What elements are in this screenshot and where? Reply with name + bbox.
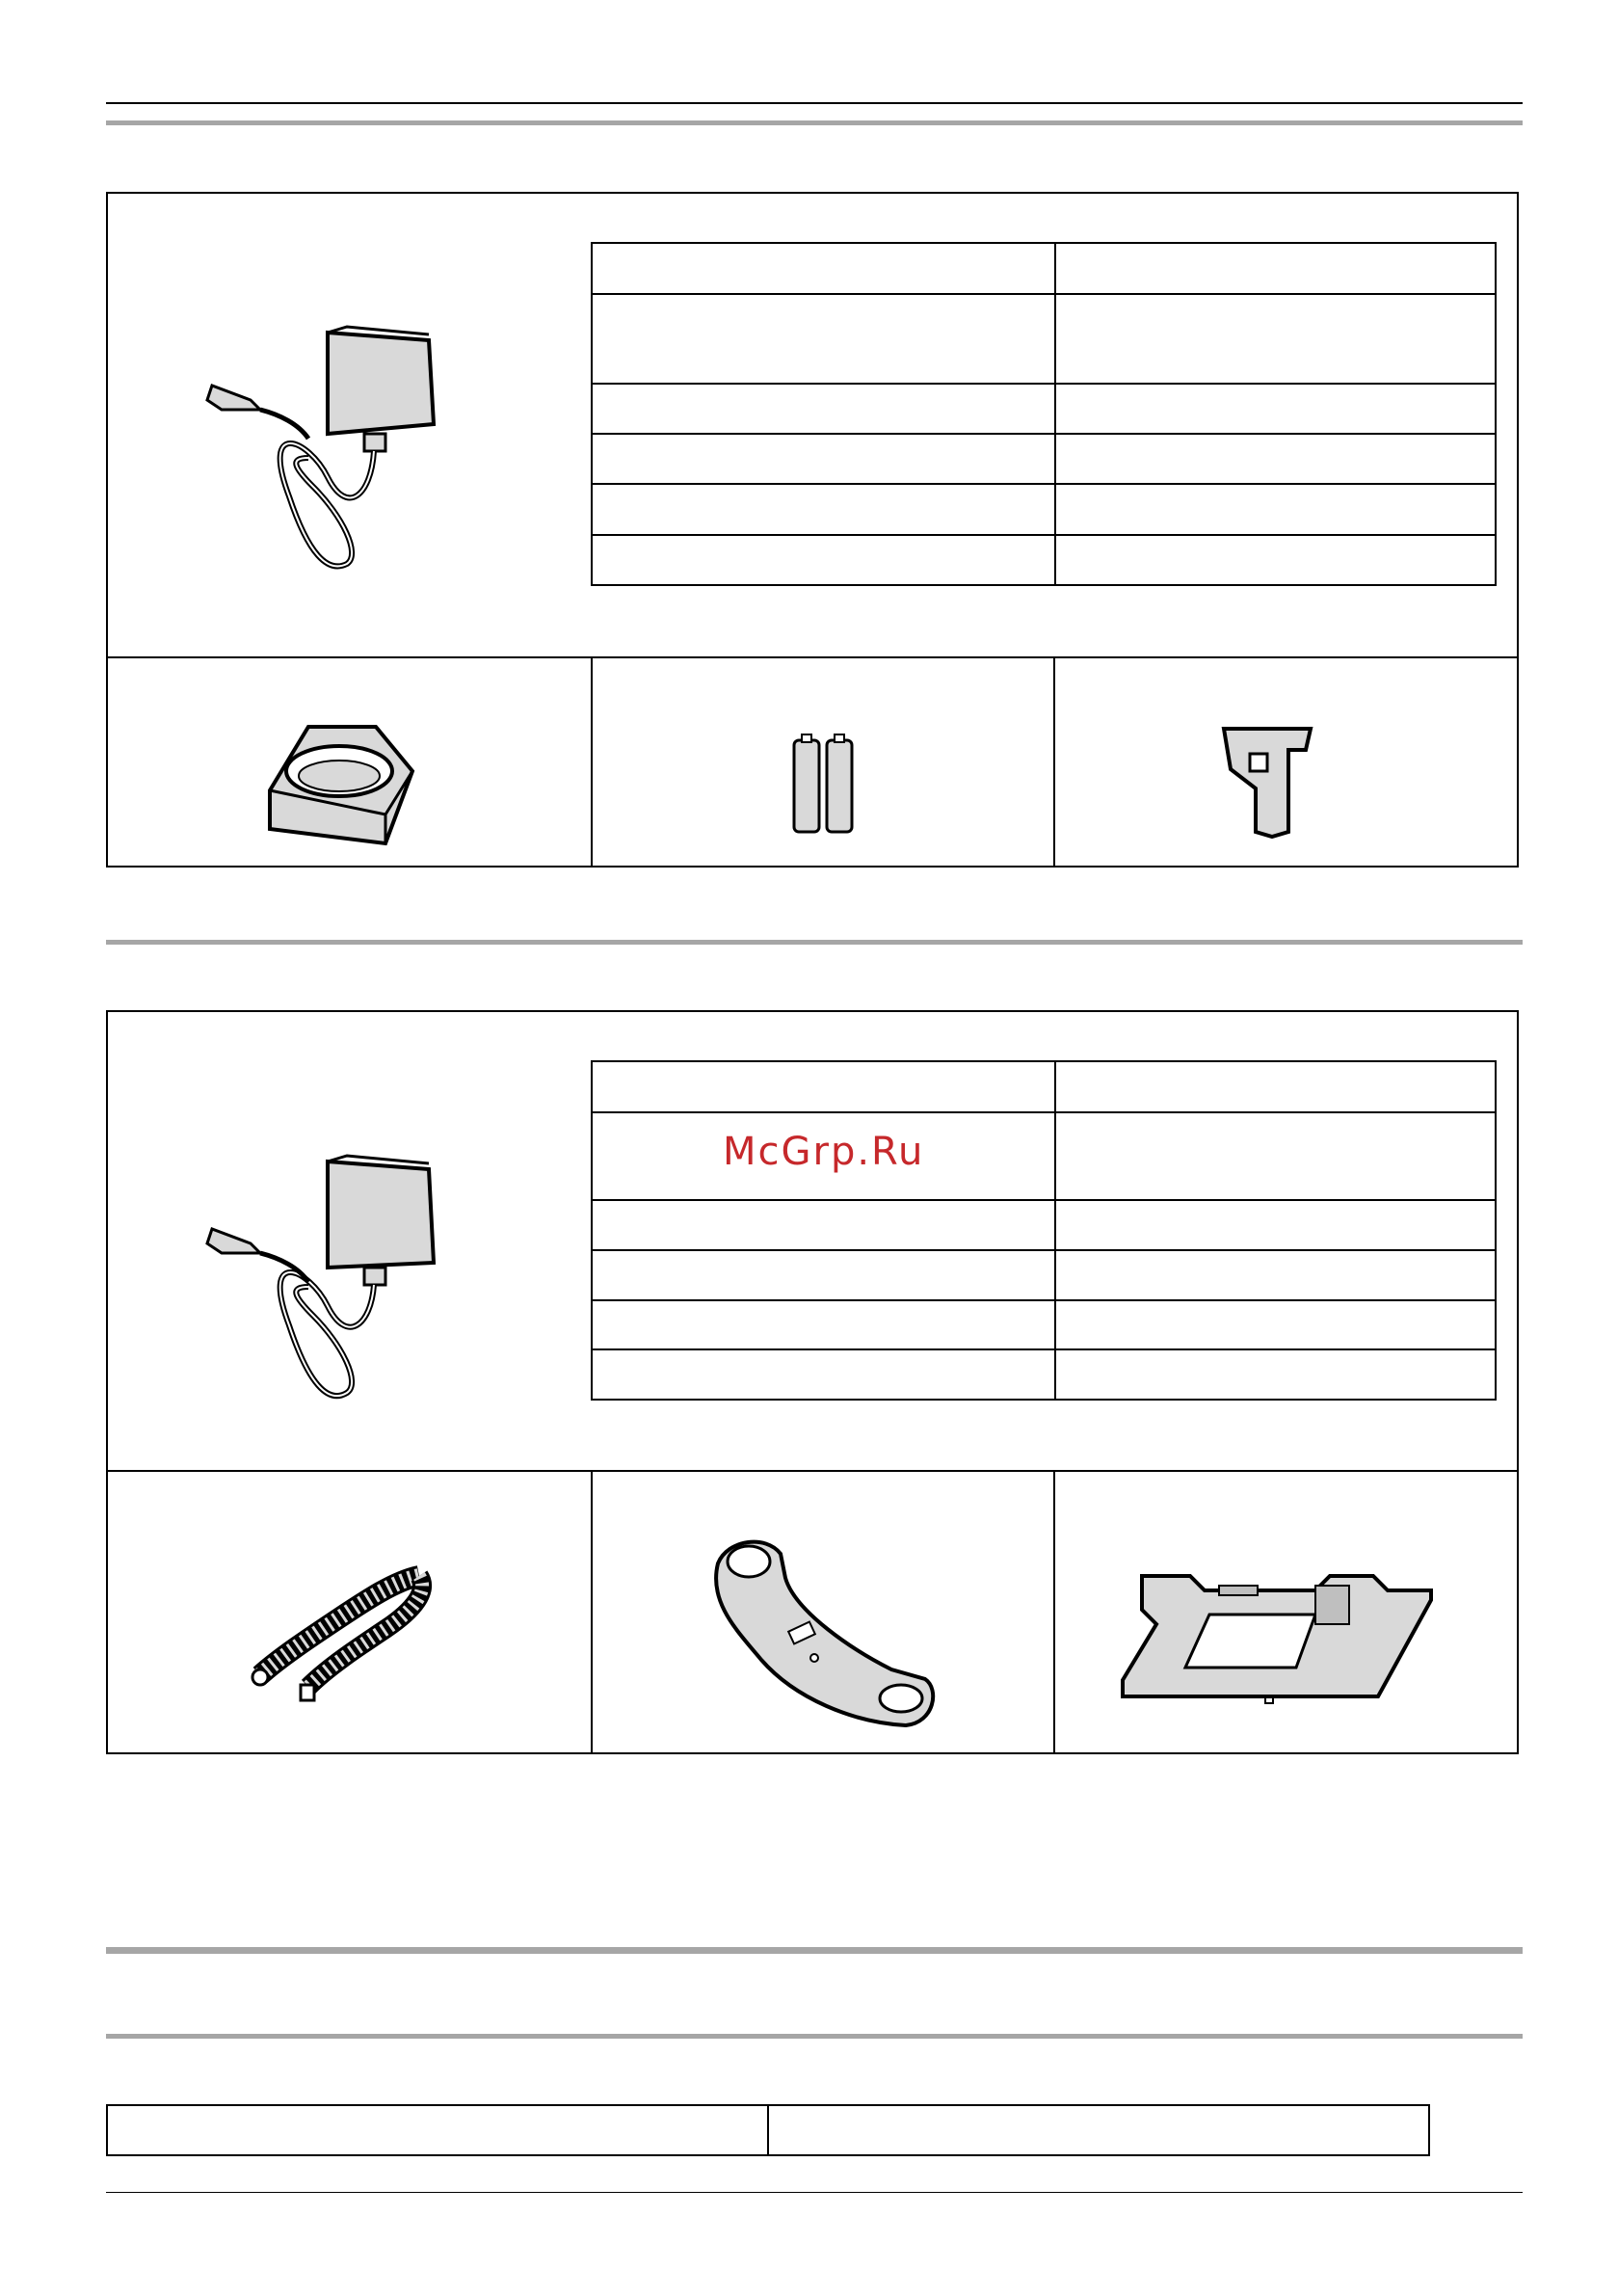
section-rule-3 <box>106 1947 1523 1954</box>
coiled-cord-icon <box>251 1562 429 1706</box>
spec-table-grid <box>591 242 1497 586</box>
ac-adaptor-icon <box>202 1152 443 1412</box>
bottom-table <box>106 2104 1430 2156</box>
footer-rule <box>106 2192 1523 2193</box>
spec-table-2 <box>591 1060 1497 1401</box>
charger-base-icon <box>260 723 414 848</box>
ac-adaptor-icon <box>202 333 443 583</box>
box1-divider <box>106 656 1519 658</box>
spec-table-grid <box>591 1060 1497 1401</box>
box2-col-divider-1 <box>591 1470 593 1754</box>
section-rule-4 <box>106 2034 1523 2039</box>
box1-col-divider-1 <box>591 656 593 868</box>
box2-divider <box>106 1470 1519 1472</box>
watermark-text: McGrp.Ru <box>723 1130 925 1174</box>
belt-clip-icon <box>1219 721 1325 841</box>
spec-table-1 <box>591 242 1497 586</box>
wall-mount-bracket-icon <box>1113 1566 1436 1711</box>
box2-col-divider-2 <box>1053 1470 1055 1754</box>
corded-handset-icon <box>708 1535 940 1732</box>
section-rule-2 <box>106 940 1523 945</box>
box1-col-divider-2 <box>1053 656 1055 868</box>
header-rule <box>106 102 1523 104</box>
bottom-table-grid <box>106 2104 1430 2156</box>
batteries-icon <box>790 733 858 834</box>
section-rule-1 <box>106 120 1523 125</box>
